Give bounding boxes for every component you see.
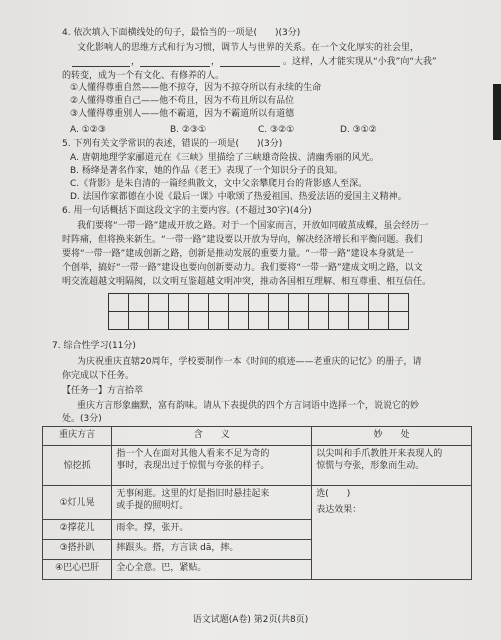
table-cell-line: 无事闲逛。这里的灯是指旧时悬挂起来 <box>116 489 270 499</box>
q4-option-d[interactable]: D. ③①② <box>340 125 377 135</box>
q7-stem: 7. 综合性学习(11分) <box>52 341 136 351</box>
task1-line-2: 处。(3分) <box>62 414 102 424</box>
table-cell: ①灯儿晃 <box>43 486 112 520</box>
q6-passage-line-4: 个创举，搞好“一带一路”建设也要向创新要动力。我们要将“一带一路”建成文明之路，以文 <box>62 263 423 273</box>
q4-passage-line-3: 的转变，成为一个有文化、有修养的人。 <box>62 71 225 81</box>
q4-option-b[interactable]: B. ②③① <box>170 125 207 135</box>
table-cell <box>112 446 312 486</box>
choice-label: 选( ) <box>316 489 351 499</box>
dialect-table <box>42 426 472 580</box>
blank-2 <box>140 66 210 67</box>
column-header: 重庆方言 <box>43 427 112 446</box>
answer-cell[interactable] <box>312 486 472 580</box>
q4-item-2: ②人懂得尊重自己——他不苟且，因为不苟且所以有品位 <box>70 96 295 106</box>
q4-passage-line-2: 。这样，人才能实现从“小我”向“大我” <box>283 57 437 67</box>
column-header: 妙 处 <box>312 427 472 446</box>
table-row <box>43 486 472 520</box>
blank-3 <box>220 66 280 67</box>
table-cell: 雨伞。撑，张开。 <box>112 520 312 540</box>
q4-option-a[interactable]: A. ①②③ <box>70 125 106 135</box>
table-cell: ④巴心巴肝 <box>43 560 112 580</box>
q4-passage-line-1: 文化影响人的思维方式和行为习惯，调节人与世界的关系。在一个文化厚实的社会里， <box>77 43 420 53</box>
table-cell-line: 或手提的照明灯。 <box>116 501 189 511</box>
q6-passage-line-3: 要将“一带一路”建成创新之路，创新是推动发展的重要力量。“一带一路”建设本身就是一 <box>62 249 414 259</box>
table-cell-line: 指一个人在面对其他人看来不足为奇的 <box>116 449 270 459</box>
q5-stem: 5. 下列有关文学常识的表述，错误的一项是( )(3分) <box>62 139 283 149</box>
answer-grid[interactable] <box>108 293 409 330</box>
q6-passage-line-1: 我们要将“一带一路”建成开放之路。对于一个国家而言，开放如同破茧成蝶，虽会经历一 <box>77 221 429 231</box>
page-footer: 语文试题(A卷) 第2页(共8页) <box>192 615 309 625</box>
table-cell-line: 惊慌与夸张，形象而生动。 <box>316 461 425 471</box>
task1-line-1: 重庆方言形象幽默，富有韵味。请从下表提供的四个方言词语中选择一个，说说它的妙 <box>77 401 420 411</box>
table-cell <box>312 446 472 486</box>
q4-item-3: ③人懂得尊重别人——他不霸道，因为不霸道所以有道德 <box>70 109 295 119</box>
q6-stem: 6. 用一句话概括下面这段文字的主要内容。(不超过30字)(4分) <box>62 206 312 216</box>
q7-intro-line-1: 为庆祝重庆直辖20周年，学校要制作一本《时间的痕迹——老重庆的记忆》的册子，请 <box>77 357 422 367</box>
task1-title: 【任务一】方言拾萃 <box>62 386 144 396</box>
q4-stem: 4. 依次填入下面横线处的句子，最恰当的一项是( )(3分) <box>62 28 301 38</box>
table-row <box>43 446 472 486</box>
page-edge <box>493 84 501 140</box>
q4-sep-1: ， <box>131 57 141 67</box>
q5-option-c[interactable]: C.《背影》是朱自清的一篇经典散文，文中父亲攀爬月台的背影感人至深。 <box>70 179 368 189</box>
q6-passage-line-2: 时阵痛，但将换来新生。“一带一路”建设要以开放为导向，解决经济增长和平衡问题。我们 <box>62 235 423 245</box>
q5-option-d[interactable]: D. 法国作家都德在小说《最后一课》中歌颂了热爱祖国、热爱法语的爱国主义精神。 <box>70 192 407 202</box>
q5-option-b[interactable]: B. 杨绛是著名作家，她的作品《老王》表现了一个知识分子的良知。 <box>70 166 343 176</box>
q4-item-1: ①人懂得尊重自然——他不掠夺，因为不掠夺所以有永续的生命 <box>70 83 322 93</box>
q6-passage-line-5: 明交流超越文明隔阂，以文明互鉴超越文明冲突，推动各国相互理解、相互尊重、相互信任。 <box>62 277 432 287</box>
q4-sep-2: ， <box>211 57 221 67</box>
q5-option-a[interactable]: A. 唐朝地理学家郦道元在《三峡》里描绘了三峡雄奇险拔、清幽秀丽的风光。 <box>70 153 379 163</box>
table-cell: 全心全意。巴，紧贴。 <box>112 560 312 580</box>
table-cell-line: 事时，表现出过于惊慌与夸张的样子。 <box>116 461 270 471</box>
table-cell: ②撑花儿 <box>43 520 112 540</box>
table-cell: ③搭扑趴 <box>43 540 112 560</box>
table-cell: 惊挖抓 <box>43 446 112 486</box>
table-header-row <box>43 427 472 446</box>
blank-1 <box>72 66 130 67</box>
q7-intro-line-2: 你完成以下任务。 <box>62 371 135 381</box>
table-cell: 摔跟头。搭，方言读 dā，摔。 <box>112 540 312 560</box>
table-cell <box>112 486 312 520</box>
q4-option-c[interactable]: C. ③②① <box>258 125 295 135</box>
column-header: 含 义 <box>112 427 312 446</box>
effect-label: 表达效果： <box>316 505 362 515</box>
table-cell-line: 以尖叫和手爪教胜开来表现人的 <box>316 449 443 459</box>
